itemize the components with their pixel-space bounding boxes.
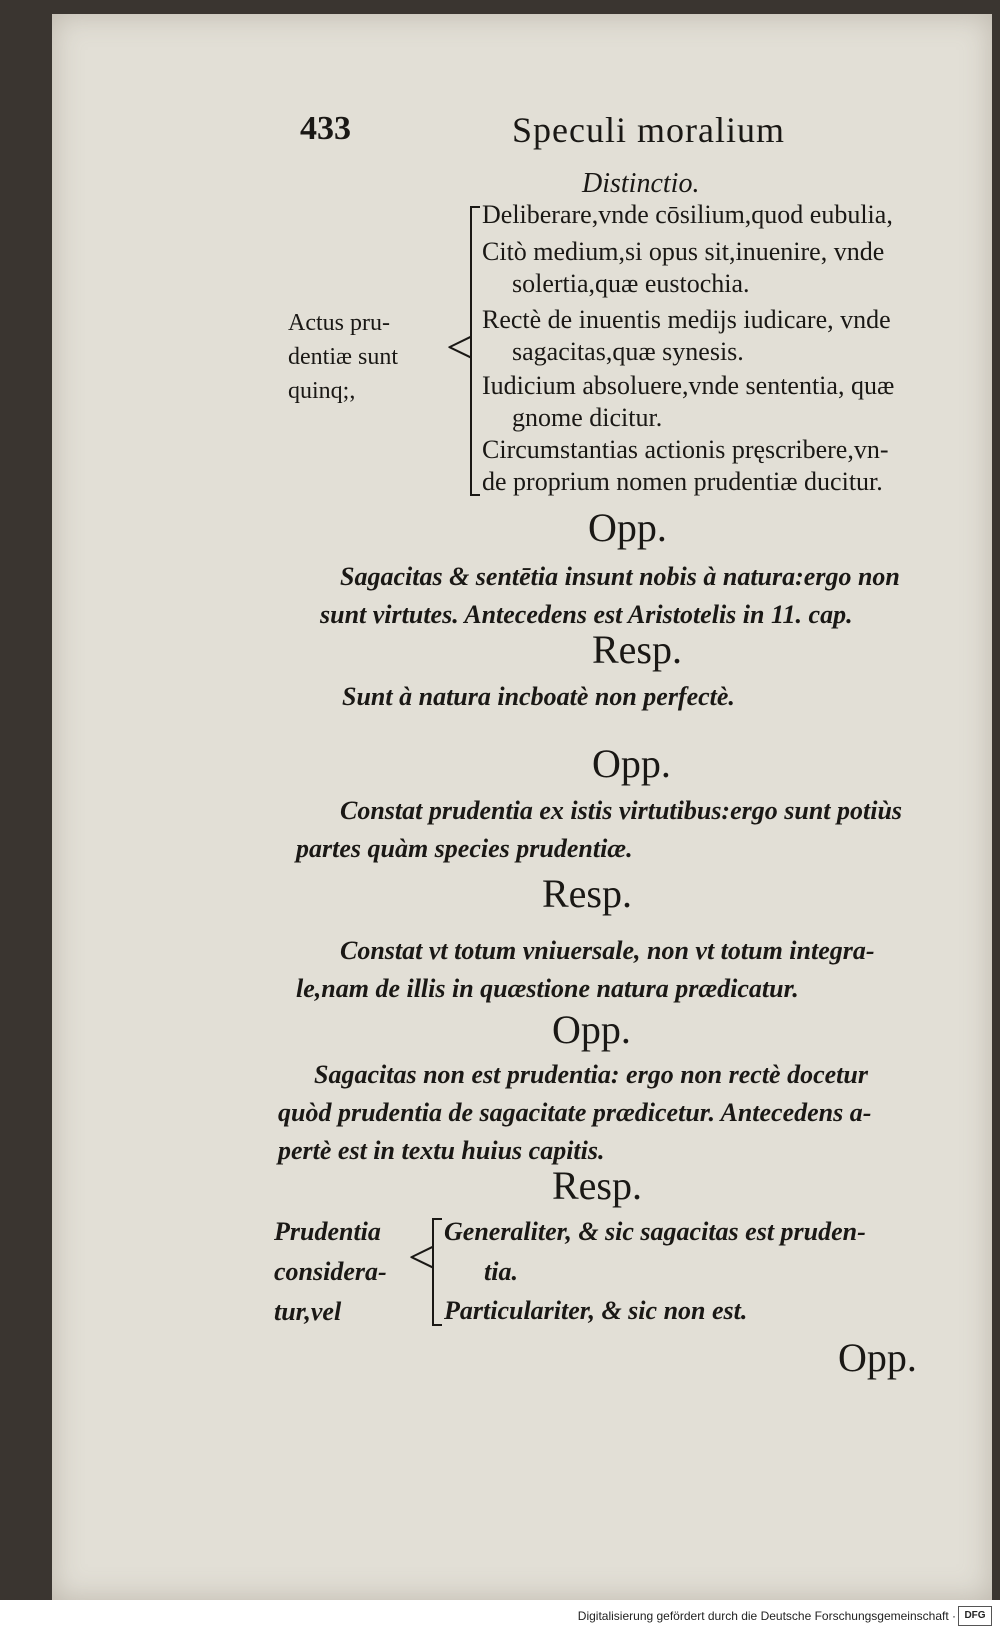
- resp-text: Constat vt totum vniuersale, non vt totum integra- le,nam de illis in quæstione natura prædicatur.: [296, 936, 875, 1003]
- resp-item-1: Generaliter, & sic sagacitas est pruden- tia.: [444, 1217, 866, 1286]
- resp-label: Prudentia considera- tur,vel: [274, 1217, 387, 1326]
- distinctio-item-3: Rectè de inuentis medijs iudicare, vnde sagacitas,quæ synesis.: [482, 305, 891, 366]
- resp-text: Sunt à natura incboatè non perfectè.: [342, 682, 735, 711]
- opp-text: Sagacitas non est prudentia: ergo non rectè docetur quòd prudentia de sagacitate prædicetur. Antecedens a- pertè est in textu huius capitis.: [278, 1060, 872, 1165]
- distinctio-label: Actus pru- dentiæ sunt quinq;,: [288, 310, 399, 404]
- dfg-logo-icon: DFG: [958, 1606, 992, 1626]
- opp-heading: Opp.: [588, 505, 667, 550]
- distinctio-item-1: Deliberare,vnde cōsilium,quod eubulia,: [482, 200, 893, 229]
- distinctio-item-2: Citò medium,si opus sit,inuenire, vnde solertia,quæ eustochia.: [482, 237, 885, 298]
- footer-credit: Digitalisierung gefördert durch die Deutsche Forschungsgemeinschaft ·: [577, 1609, 956, 1623]
- resp-heading: Resp.: [552, 1163, 642, 1208]
- catchword: Opp.: [838, 1335, 917, 1380]
- brace-point-icon: <: [408, 1231, 436, 1284]
- resp-heading: Resp.: [592, 627, 682, 672]
- resp-item-2: Particulariter, & sic non est.: [444, 1296, 748, 1325]
- running-head: Speculi moralium: [512, 110, 785, 150]
- resp-heading: Resp.: [542, 871, 632, 916]
- footer-bar: [0, 1600, 1000, 1631]
- book-page: [52, 14, 992, 1600]
- left-brace: [432, 1218, 442, 1326]
- brace-point-icon: <: [446, 321, 474, 374]
- left-brace: [470, 206, 480, 496]
- distinctio-title: Distinctio.: [582, 168, 700, 199]
- distinctio-item-5: Circumstantias actionis pręscribere,vn- de proprium nomen prudentiæ ducitur.: [482, 435, 889, 496]
- opp-text: Sagacitas & sentētia insunt nobis à natura:ergo non sunt virtutes. Antecedens est Aristotelis in 11. cap.: [320, 562, 900, 629]
- page-number: 433: [300, 110, 351, 147]
- opp-heading: Opp.: [552, 1007, 631, 1052]
- opp-text: Constat prudentia ex istis virtutibus:ergo sunt potiùs partes quàm species prudentiæ.: [296, 796, 903, 863]
- opp-heading: Opp.: [592, 741, 671, 786]
- distinctio-item-4: Iudicium absoluere,vnde sententia, quæ gnome dicitur.: [482, 371, 895, 432]
